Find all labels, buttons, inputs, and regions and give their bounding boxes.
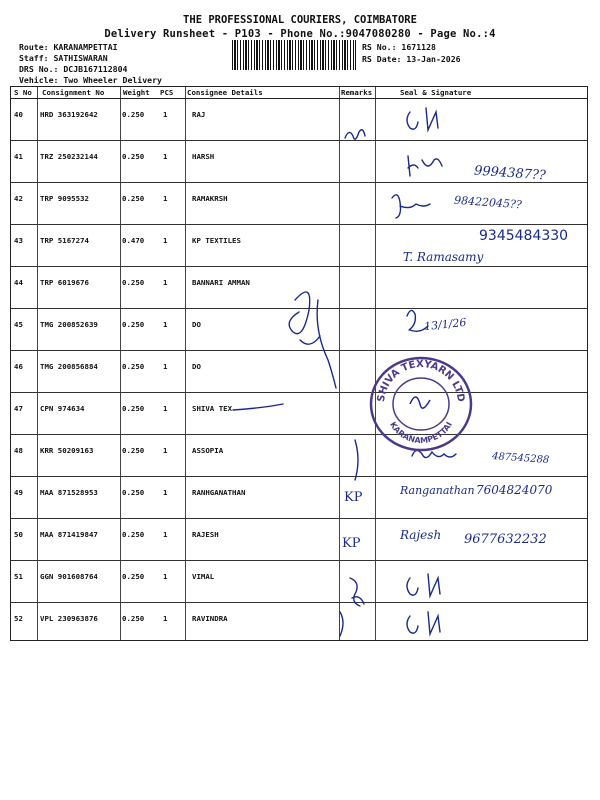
row-pcs: 1 [163, 530, 168, 539]
vehicle-label: Vehicle: Two Wheeler Delivery [19, 75, 162, 85]
col-remarks: Remarks [341, 88, 373, 97]
signature-scribble [392, 195, 430, 218]
row-weight: 0.250 [122, 488, 145, 497]
row-sno: 50 [14, 530, 23, 539]
row-consignment: MAA 871419847 [40, 530, 98, 539]
handwritten-name: Rajesh [400, 528, 442, 542]
row-consignment: TRP 9095532 [40, 194, 89, 203]
row-consignment: KRR 50209163 [40, 446, 94, 455]
row-consignment: VPL 230963876 [40, 614, 98, 623]
row-consignee: RAMAKRSH [192, 194, 228, 203]
remark-kp: KP [342, 536, 361, 551]
row-pcs: 1 [163, 572, 168, 581]
row-pcs: 1 [163, 110, 168, 119]
rs-number: RS No.: 1671128 [362, 42, 436, 52]
row-pcs: 1 [163, 404, 168, 413]
handwritten-phone: 9345484330 [479, 228, 569, 244]
handwritten-phone: 7604824070 [476, 483, 553, 497]
row-consignee: RAVINDRA [192, 614, 228, 623]
row-consignee: RAJ [192, 110, 206, 119]
signature-scribble [289, 292, 320, 344]
row-consignment: MAA 871528953 [40, 488, 98, 497]
handwritten-phone: 98422045?? [453, 193, 523, 212]
svg-text:KARANAMPETTAI [388, 420, 454, 445]
row-weight: 0.250 [122, 614, 145, 623]
row-sno: 51 [14, 572, 23, 581]
route-label: Route: KARANAMPETTAI [19, 42, 118, 52]
row-pcs: 1 [163, 446, 168, 455]
signature-scribble [350, 578, 364, 606]
row-weight: 0.250 [122, 194, 145, 203]
row-sno: 42 [14, 194, 23, 203]
handwritten-name: T. Ramasamy [403, 250, 484, 264]
row-pcs: 1 [163, 320, 168, 329]
runsheet-subtitle: Delivery Runsheet - P103 - Phone No.:9047080280 - Page No.:4 [104, 28, 496, 40]
row-weight: 0.250 [122, 446, 145, 455]
stamp-bottom-text: KARANAMPETTAI [388, 420, 454, 446]
row-consignee: BANNARI AMMAN [192, 278, 250, 287]
col-consignment: Consignment No [42, 88, 105, 97]
signature-scribble [355, 440, 358, 480]
row-sno: 48 [14, 446, 23, 455]
handwritten-phone: 487545288 [491, 451, 550, 466]
signature-scribble [345, 130, 365, 139]
row-sno: 44 [14, 278, 23, 287]
row-pcs: 1 [163, 236, 168, 245]
company-stamp [368, 352, 474, 452]
row-weight: 0.250 [122, 362, 145, 371]
row-consignee: RAJESH [192, 530, 219, 539]
row-sno: 45 [14, 320, 23, 329]
row-consignment: TRZ 250232144 [40, 152, 98, 161]
row-consignee: SHIVA TEX [192, 404, 233, 413]
col-weight: Weight [123, 88, 150, 97]
row-weight: 0.250 [122, 530, 145, 539]
svg-text:SHIVA TEXYARN LTD [376, 359, 466, 403]
row-consignment: TRP 6019676 [40, 278, 89, 287]
row-sno: 43 [14, 236, 23, 245]
signature-scribble [408, 156, 442, 176]
row-weight: 0.250 [122, 320, 145, 329]
col-consignee: Consignee Details [187, 88, 263, 97]
col-sno: S No [14, 88, 32, 97]
row-pcs: 1 [163, 362, 168, 371]
row-weight: 0.470 [122, 236, 145, 245]
handwritten-phone: 9677632232 [464, 532, 547, 547]
rs-date: RS Date: 13-Jan-2026 [362, 54, 461, 64]
remark-kp: KP [344, 490, 363, 505]
row-consignee: RANHGANATHAN [192, 488, 246, 497]
company-title: THE PROFESSIONAL COURIERS, COIMBATORE [183, 14, 417, 26]
row-sno: 40 [14, 110, 23, 119]
row-consignment: CPN 974634 [40, 404, 85, 413]
row-pcs: 1 [163, 152, 168, 161]
row-pcs: 1 [163, 614, 168, 623]
row-consignment: GGN 901608764 [40, 572, 98, 581]
row-pcs: 1 [163, 278, 168, 287]
row-consignment: TRP 5167274 [40, 236, 89, 245]
row-sno: 41 [14, 152, 23, 161]
signature-scribble [317, 300, 336, 388]
signature-scribble [233, 404, 283, 410]
row-sno: 47 [14, 404, 23, 413]
row-consignment: TMG 200852639 [40, 320, 98, 329]
row-consignee: HARSH [192, 152, 215, 161]
row-weight: 0.250 [122, 152, 145, 161]
signature-scribble [407, 108, 438, 130]
row-consignee: ASSOPIA [192, 446, 224, 455]
row-sno: 52 [14, 614, 23, 623]
drs-label: DRS No.: DCJB167112804 [19, 64, 128, 74]
row-consignee: DO [192, 320, 201, 329]
row-consignment: HRD 363192642 [40, 110, 98, 119]
row-weight: 0.250 [122, 404, 145, 413]
stamp-top-text: SHIVA TEXYARN LTD [375, 358, 467, 403]
row-sno: 46 [14, 362, 23, 371]
row-weight: 0.250 [122, 278, 145, 287]
signature-scribble [340, 612, 343, 636]
col-pcs: PCS [160, 88, 174, 97]
row-consignee: VIMAL [192, 572, 215, 581]
row-weight: 0.250 [122, 110, 145, 119]
signature-scribble [407, 612, 440, 634]
row-consignee: KP TEXTILES [192, 236, 241, 245]
signature-scribble [407, 574, 440, 596]
row-consignment: TMG 200856884 [40, 362, 98, 371]
handwritten-date: 13/1/26 [423, 315, 467, 334]
staff-label: Staff: SATHISWARAN [19, 53, 108, 63]
row-pcs: 1 [163, 194, 168, 203]
row-sno: 49 [14, 488, 23, 497]
handwritten-name: Ranganathan [400, 484, 475, 497]
row-pcs: 1 [163, 488, 168, 497]
handwritten-phone: 9994387?? [473, 163, 547, 184]
col-seal: Seal & Signature [400, 88, 472, 97]
row-weight: 0.250 [122, 572, 145, 581]
row-consignee: DO [192, 362, 201, 371]
